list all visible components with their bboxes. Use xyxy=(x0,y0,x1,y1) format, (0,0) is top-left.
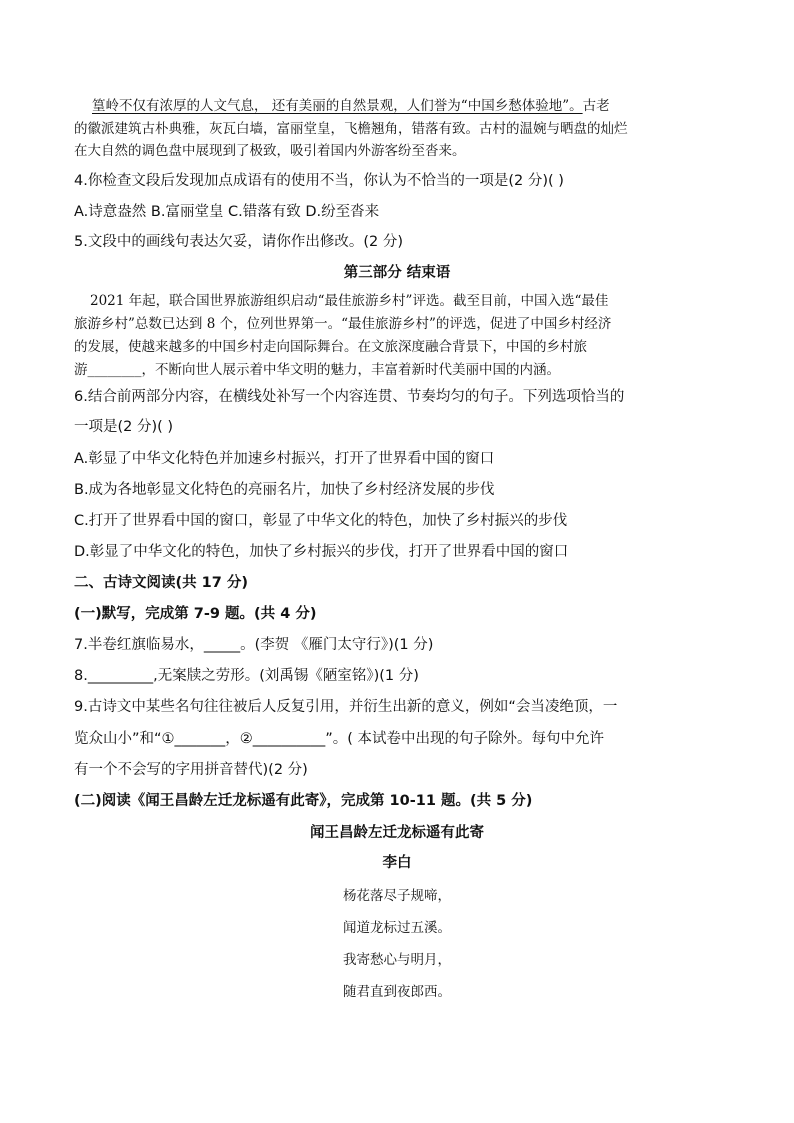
question-5-stem: 5.文段中的画线句表达欠妥，请你作出修改。(2 分) xyxy=(74,234,403,250)
poem-line: 我寄愁心与明月， xyxy=(343,952,451,968)
question-6-option-b: B.成为各地彰显文化特色的亮丽名片，加快了乡村经济发展的步伐 xyxy=(74,482,495,498)
question-9: 9.古诗文中某些名句往往被后人反复引用，并衍生出新的意义，例如“会当凌绝顶，一 xyxy=(74,699,618,715)
question-9: 有一个不会写的字用拼音替代)(2 分) xyxy=(74,762,308,778)
poem-line: 杨花落尽子规啼， xyxy=(343,888,451,904)
question-4-stem: 4.你检查文段后发现加点成语有的使用不当，你认为不恰当的一项是(2 分)( ) xyxy=(74,173,564,189)
passage-line: 旅游乡村”总数已达到 8 个，位列世界第一。“最佳旅游乡村”的评选，促进了中国乡村经济 xyxy=(74,316,612,332)
poem-author: 李白 xyxy=(382,855,412,871)
underlined-sentence: 篁岭不仅有浓厚的人文气息， 还有美丽的自然景观，人们誉为“中国乡愁体验地”。 xyxy=(92,98,583,114)
question-6-stem: 一项是(2 分)( ) xyxy=(74,419,174,435)
passage-line xyxy=(92,96,610,116)
passage-line: 的发展，使越来越多的中国乡村走向国际舞台。在文旅深度融合背景下，中国的乡村旅 xyxy=(74,339,587,355)
question-6-option-d: D.彰显了中华文化的特色，加快了乡村振兴的步伐，打开了世界看中国的窗口 xyxy=(74,544,569,560)
question-6-option-c: C.打开了世界看中国的窗口，彰显了中华文化的特色，加快了乡村振兴的步伐 xyxy=(74,513,568,529)
question-4-options: A.诗意盎然 B.富丽堂皇 C.错落有致 D.纷至沓来 xyxy=(74,204,380,220)
question-9: 览众山小”和“①_______，②__________”。( 本试卷中出现的句子除外。每句中允许 xyxy=(74,731,605,747)
question-7: 7.半卷红旗临易水，_____。(李贺 《雁门太守行》)(1 分) xyxy=(74,637,434,653)
poem-line: 闻道龙标过五溪。 xyxy=(343,920,451,936)
poem-line: 随君直到夜郎西。 xyxy=(343,984,451,1000)
question-8: 8._________,无案牍之劳形。(刘禹锡《陋室铭》)(1 分) xyxy=(74,668,419,684)
poem-title: 闻王昌龄左迁龙标遥有此寄 xyxy=(310,825,484,841)
section2-heading: 二、古诗文阅读(共 17 分) xyxy=(74,575,249,591)
passage-line: 的徽派建筑古朴典雅，灰瓦白墙，富丽堂皇，飞檐翘角，错落有致。古村的温婉与晒盘的灿烂 xyxy=(74,121,628,137)
part3-heading: 第三部分 结束语 xyxy=(343,265,451,281)
passage-line: 在大自然的调色盘中展现到了极致，吸引着国内外游客纷至沓来。 xyxy=(74,143,466,159)
sub1-heading: (一)默写，完成第 7-9 题。(共 4 分) xyxy=(74,606,317,622)
question-6-option-a: A.彰显了中华文化特色并加速乡村振兴，打开了世界看中国的窗口 xyxy=(74,451,495,467)
passage-text: 古老 xyxy=(582,98,610,114)
passage-line: 2021 年起，联合国世界旅游组织启动“最佳旅游乡村”评选。截至目前，中国入选“最佳 xyxy=(90,293,609,309)
question-6-stem: 6.结合前两部分内容，在横线处补写一个内容连贯、节奏均匀的句子。下列选项恰当的 xyxy=(74,389,625,405)
passage-line: 游________，不断向世人展示着中华文明的魅力，丰富着新时代美丽中国的内涵。 xyxy=(74,362,560,378)
sub2-heading: (二)阅读《闻王昌龄左迁龙标遥有此寄》，完成第 10-11 题。(共 5 分) xyxy=(74,793,533,809)
